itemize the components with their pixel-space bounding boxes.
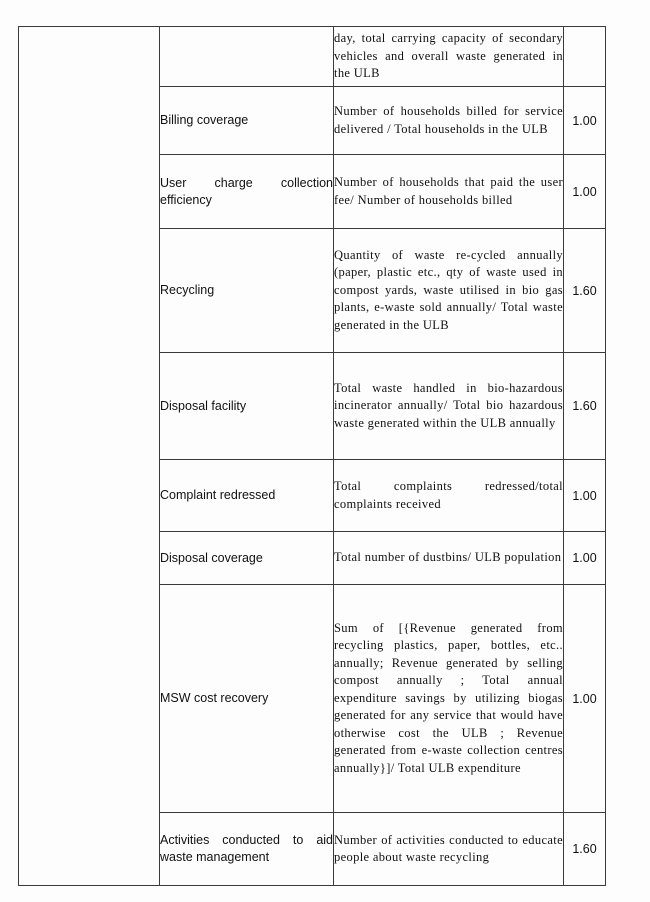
- indicator-cell: Activities conducted to aid waste management: [160, 813, 334, 886]
- formula-cell: Number of households that paid the user fee/ Number of households billed: [334, 155, 564, 229]
- weight-cell: 1.60: [564, 353, 606, 460]
- indicator-cell: User charge collection efficiency: [160, 155, 334, 229]
- indicator-cell: MSW cost recovery: [160, 585, 334, 813]
- formula-cell: Quantity of waste re-cycled annually (paper, plastic etc., qty of waste used in compost yards, waste utilised in bio gas plants, e-waste sold annually/ Total waste generated in the ULB: [334, 229, 564, 353]
- category-cell: [19, 27, 160, 886]
- indicator-cell: Disposal coverage: [160, 532, 334, 585]
- weight-cell: 1.00: [564, 532, 606, 585]
- formula-cell: Total waste handled in bio-hazardous incinerator annually/ Total bio hazardous waste generated within the ULB annually: [334, 353, 564, 460]
- weight-cell: 1.60: [564, 813, 606, 886]
- formula-cell: Sum of [{Revenue generated from recycling plastics, paper, bottles, etc.. annually; Revenue generated by selling compost annually ; Total annual expenditure savings by utilizing biogas generated for any service that would have otherwise cost the ULB ; Revenue generated from e-waste collection centres annually}]/ Total ULB expenditure: [334, 585, 564, 813]
- weight-cell: 1.00: [564, 87, 606, 155]
- indicator-table: [18, 26, 606, 886]
- weight-cell: 1.00: [564, 155, 606, 229]
- formula-cell: Number of activities conducted to educate people about waste recycling: [334, 813, 564, 886]
- formula-cell: Total number of dustbins/ ULB population: [334, 532, 564, 585]
- indicator-cell: Disposal facility: [160, 353, 334, 460]
- indicator-cell: Billing coverage: [160, 87, 334, 155]
- formula-cell: Total complaints redressed/total complaints received: [334, 460, 564, 532]
- indicator-cell: Complaint redressed: [160, 460, 334, 532]
- weight-cell: 1.60: [564, 229, 606, 353]
- weight-cell: 1.00: [564, 460, 606, 532]
- weight-cell: [564, 27, 606, 87]
- weight-cell: 1.00: [564, 585, 606, 813]
- indicator-cell: [160, 27, 334, 87]
- table-row: [19, 27, 606, 87]
- formula-cell: Number of households billed for service delivered / Total households in the ULB: [334, 87, 564, 155]
- formula-cell: day, total carrying capacity of secondary vehicles and overall waste generated in the ULB: [334, 27, 564, 87]
- indicator-cell: Recycling: [160, 229, 334, 353]
